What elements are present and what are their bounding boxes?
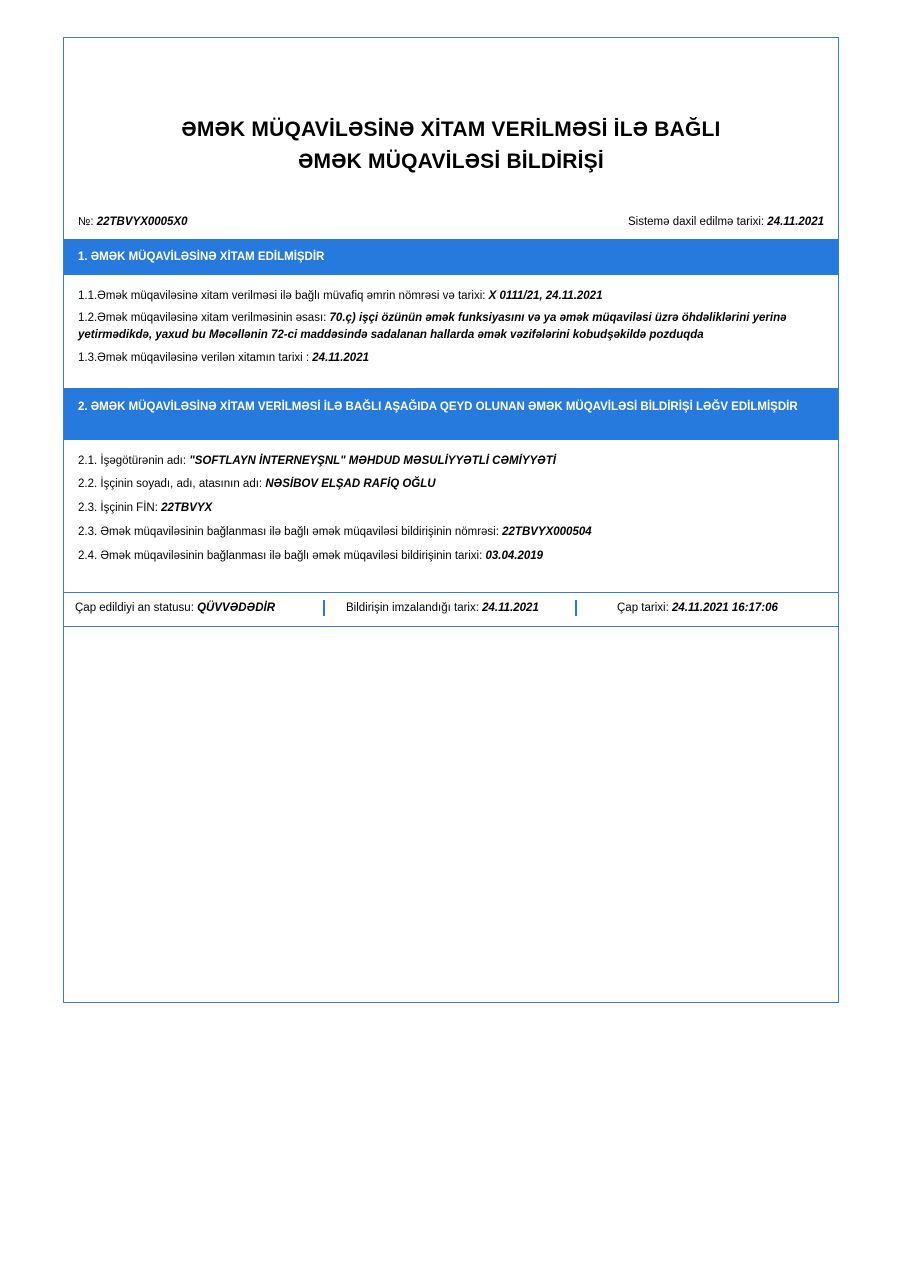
section-1-item-3 (78, 350, 824, 367)
item-value: X 0111/21, 24.11.2021 (488, 290, 603, 302)
print-date (617, 602, 778, 614)
entry-date-label: Sistemə daxil edilmə tarixi: (627, 216, 768, 228)
document-number (78, 216, 188, 228)
meta-row (64, 216, 838, 236)
signed-date-label: Bildirişin imzalandığı tarix: (346, 602, 483, 614)
item-value: 22TBVYX000504 (502, 526, 592, 538)
item-label: 2.1. İşəgötürənin adı: (78, 455, 190, 467)
document-number-label: №: (78, 216, 97, 228)
item-value: NƏSİBOV ELŞAD RAFİQ OĞLU (265, 478, 436, 490)
signed-date-value: 24.11.2021 (482, 602, 539, 614)
footer-separator (575, 600, 577, 616)
entry-date (628, 216, 824, 228)
section-2-item-1 (78, 453, 824, 470)
item-label: 2.3. İşçinin FİN: (78, 502, 162, 514)
entry-date-value: 24.11.2021 (767, 216, 824, 228)
footer-divider-bottom (64, 626, 838, 627)
print-status-value: QÜVVƏDƏDİR (197, 602, 276, 614)
section-1-heading: 1. ƏMƏK MÜQAVİLƏSİNƏ XİTAM EDİLMİŞDİR (64, 239, 838, 275)
section-1-item-2 (78, 310, 824, 344)
title-line-1: ƏMƏK MÜQAVİLƏSİNƏ XİTAM VERİLMƏSİ İLƏ BAĞLI (181, 118, 721, 141)
print-date-label: Çap tarixi: (617, 602, 672, 614)
item-label: 2.2. İşçinin soyadı, adı, atasının adı: (78, 478, 266, 490)
document-frame (63, 37, 839, 1003)
footer-separator (323, 600, 325, 616)
item-label: 2.3. Əmək müqaviləsinin bağlanması ilə bağlı əmək müqaviləsi bildirişinin nömrəsi: (78, 526, 503, 538)
item-value: "SOFTLAYN İNTERNEYŞNL" MƏHDUD MƏSULİYYƏTLİ CƏMİYYƏTİ (189, 455, 556, 467)
section-2-heading: 2. ƏMƏK MÜQAVİLƏSİNƏ XİTAM VERİLMƏSİ İLƏ BAĞLI AŞAĞIDA QEYD OLUNAN ƏMƏK MÜQAVİLƏSİ BİLDİRİŞİ LƏĞV EDİLMİŞDİR (64, 388, 838, 440)
section-2-item-3 (78, 500, 824, 517)
print-status-label: Çap edildiyi an statusu: (75, 602, 198, 614)
section-2-item-4 (78, 524, 824, 541)
title-line-2: ƏMƏK MÜQAVİLƏSİ BİLDİRİŞİ (298, 150, 604, 173)
footer-divider-top (64, 592, 838, 593)
document-number-value: 22TBVYX0005X0 (96, 216, 188, 228)
section-2-item-2 (78, 476, 824, 493)
document-title (64, 114, 838, 178)
print-status (75, 602, 275, 614)
print-date-value: 24.11.2021 16:17:06 (671, 602, 778, 614)
section-1-item-1 (78, 288, 824, 305)
signed-date (346, 602, 539, 614)
item-value: 22TBVYX (161, 502, 213, 514)
item-label: 1.1.Əmək müqaviləsinə xitam verilməsi ilə bağlı müvafiq əmrin nömrəsi və tarixi: (78, 290, 489, 302)
item-label: 2.4. Əmək müqaviləsinin bağlanması ilə bağlı əmək müqaviləsi bildirişinin tarixi: (78, 550, 486, 562)
item-label: 1.2.Əmək müqaviləsinə xitam verilməsinin əsası: (78, 312, 330, 324)
item-label: 1.3.Əmək müqaviləsinə verilən xitamın tarixi : (78, 352, 313, 364)
item-value: 03.04.2019 (485, 550, 544, 562)
item-value: 70.ç) işçi özünün əmək funksiyasını və ya əmək müqaviləsi üzrə öhdəliklərini yerinə yetirmədikdə, yaxud bu Məcəllənin 72-ci maddəsində sadalanan hallarda əmək vəzifələrini kobudşəkildə pozduqda (78, 312, 787, 341)
item-value: 24.11.2021 (312, 352, 369, 364)
section-2-item-5 (78, 548, 824, 565)
